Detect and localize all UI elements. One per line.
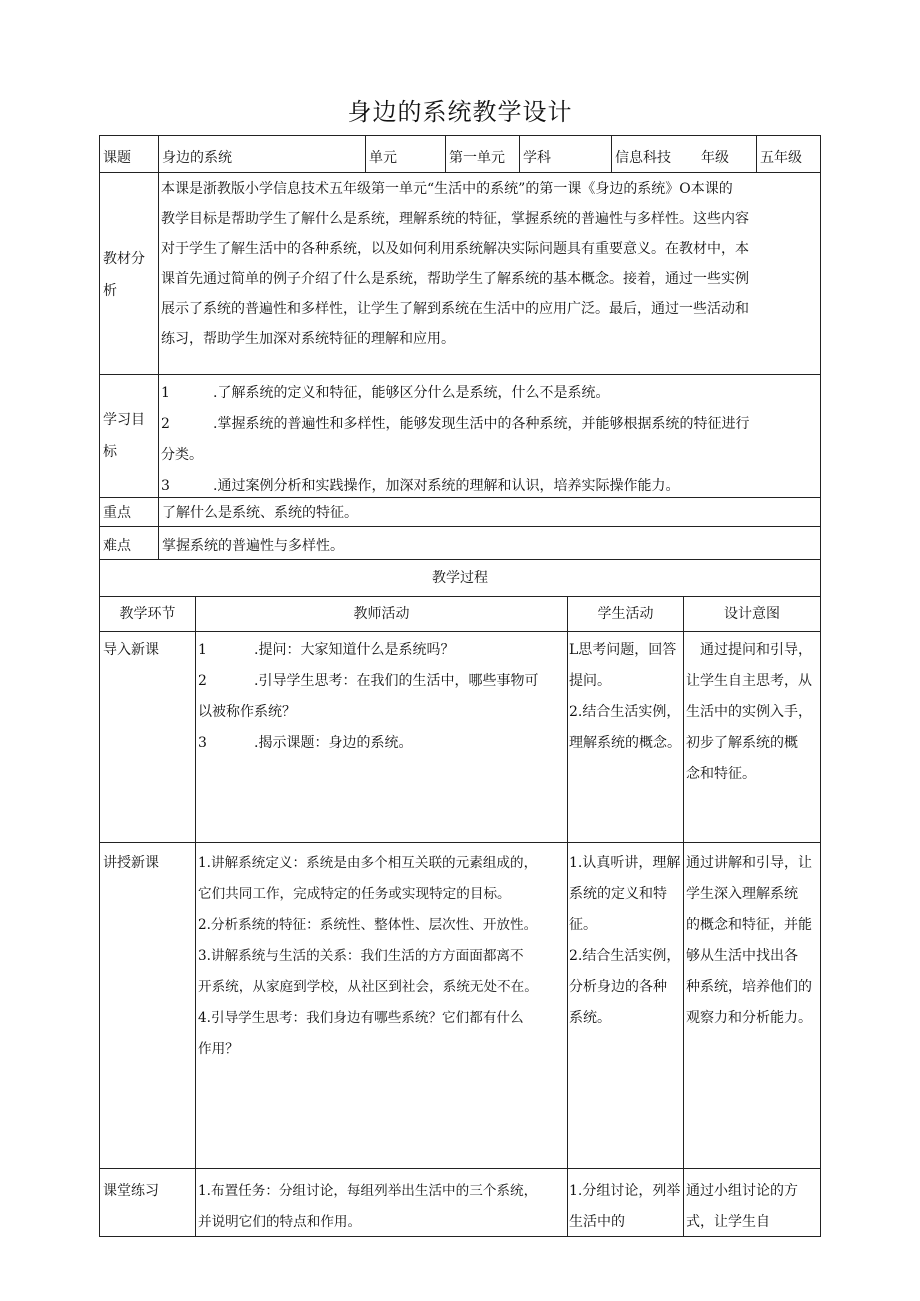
stage-cell: 讲授新课: [99, 842, 195, 1169]
teacher-line: 1.布置任务：分组讨论，每组列举出生活中的三个系统，: [198, 1183, 538, 1199]
intent-line: 初步了解系统的概: [686, 735, 798, 751]
page-title: 身边的系统教学设计: [347, 98, 573, 126]
process-title: 教学过程: [99, 559, 821, 597]
teacher-line: 4.引导学生思考：我们身边有哪些系统？它们都有什么: [198, 1010, 524, 1026]
intent-line: 学生深入理解系统: [686, 886, 798, 902]
difficulty-text: 掌握系统的普遍性与多样性。: [158, 526, 821, 560]
objective-text: .掌握系统的普遍性和多样性，能够发现生活中的各种系统，并能够根据系统的特征进行: [213, 416, 750, 432]
unit-value: 第一单元: [445, 135, 519, 173]
teacher-item: [198, 697, 565, 728]
student-line: 系统。: [569, 1010, 611, 1026]
student-line: 提问。: [569, 673, 611, 689]
teacher-line: 2.分析系统的特征：系统性、整体性、层次性、开放性。: [198, 917, 538, 933]
student-line: 2.结合生活实例，: [569, 704, 681, 720]
student-line: L思考问题，回答: [569, 642, 677, 658]
teacher-text: .引导学生思考：在我们的生活中，哪些事物可: [254, 673, 539, 689]
student-cell: [567, 842, 683, 1169]
student-line: 理解系统的概念。: [569, 735, 681, 751]
teacher-line: 它们共同工作，完成特定的任务或实现特定的目标。: [198, 886, 511, 902]
intent-line: 的概念和特征，并能: [686, 917, 812, 933]
teacher-text: .提问：大家知道什么是系统吗？: [254, 642, 455, 658]
stage-cell: 课堂练习: [99, 1168, 195, 1237]
teacher-item: [198, 728, 565, 759]
objective-item: [161, 378, 818, 409]
intent-line: 通过提问和引导，: [686, 642, 812, 658]
teacher-line: 作用？: [198, 1041, 239, 1057]
teacher-text: .揭示课题：身边的系统。: [254, 735, 413, 751]
subject-label: 学科: [519, 135, 611, 173]
teacher-cell: [195, 1168, 567, 1237]
intent-line: 够从生活中找出各: [686, 948, 798, 964]
student-line: 生活中的: [569, 1214, 625, 1230]
teacher-num: 1: [198, 642, 207, 658]
teacher-item: [198, 666, 565, 697]
grade-value: 五年级: [756, 135, 821, 173]
student-line: 1.认真听讲，理解: [569, 855, 681, 871]
stage-cell: 导入新课: [99, 631, 195, 843]
analysis-label-cell: [99, 172, 158, 375]
teacher-line: 并说明它们的特点和作用。: [198, 1214, 362, 1230]
analysis-label-line1: 教材分: [103, 251, 145, 267]
intent-line: 种系统，培养他们的: [686, 979, 812, 995]
teacher-text: 以被称作系统？: [198, 704, 296, 720]
unit-label: 单元: [365, 135, 445, 173]
analysis-line: 对于学生了解生活中的各种系统，以及如何利用系统解决实际问题具有重要意义。在教材中，本: [161, 241, 749, 257]
course-label: 课题: [99, 135, 158, 173]
analysis-line: 练习，帮助学生加深对系统特征的理解和应用。: [161, 331, 455, 347]
header-intent: 设计意图: [683, 596, 821, 632]
intent-line: 生活中的实例入手，: [686, 704, 812, 720]
grade-label: 年级: [698, 135, 756, 173]
intent-cell: [683, 631, 821, 843]
intent-line: 观察力和分析能力。: [686, 1010, 812, 1026]
course-value: 身边的系统: [158, 135, 365, 173]
teacher-line: 3.讲解系统与生活的关系：我们生活的方方面面都离不: [198, 948, 524, 964]
difficulty-label: 难点: [99, 526, 158, 560]
objectives-label-line2: 标: [103, 444, 117, 460]
student-line: 1.分组讨论，列举: [569, 1183, 681, 1199]
student-cell: [567, 631, 683, 843]
intent-line: 式，让学生自: [686, 1214, 770, 1230]
teacher-cell: [195, 842, 567, 1169]
teacher-line: 1.讲解系统定义：系统是由多个相互关联的元素组成的，: [198, 855, 538, 871]
student-cell: [567, 1168, 683, 1237]
key-point-text: 了解什么是系统、系统的特征。: [158, 497, 821, 527]
teacher-num: 2: [198, 673, 207, 689]
student-line: 系统的定义和特: [569, 886, 667, 902]
teacher-item: [198, 635, 565, 666]
intent-line: 让学生自主思考，从: [686, 673, 812, 689]
objective-num: 2: [161, 416, 170, 432]
objectives-label-cell: [99, 374, 158, 498]
intent-cell: [683, 842, 821, 1169]
analysis-line: 本课是浙教版小学信息技术五年级第一单元“生活中的系统”的第一课《身边的系统》O本课的: [161, 181, 733, 197]
analysis-label-line2: 析: [103, 283, 117, 299]
subject-value: 信息科技: [611, 135, 698, 173]
teacher-line: 开系统，从家庭到学校，从社区到社会，系统无处不在。: [198, 979, 538, 995]
intent-line: 念和特征。: [686, 766, 756, 782]
objectives-text: [158, 374, 821, 498]
analysis-line: 教学目标是帮助学生了解什么是系统，理解系统的特征，掌握系统的普遍性与多样性。这些内容: [161, 211, 749, 227]
objective-text: .通过案例分析和实践操作，加深对系统的理解和认识，培养实际操作能力。: [213, 478, 680, 494]
student-line: 2.结合生活实例，: [569, 948, 681, 964]
key-point-label: 重点: [99, 497, 158, 527]
header-stage: 教学环节: [99, 596, 195, 632]
student-line: 征。: [569, 917, 597, 933]
teacher-num: 3: [198, 735, 207, 751]
teacher-cell: [195, 631, 567, 843]
header-student: 学生活动: [567, 596, 683, 632]
student-line: 分析身边的各种: [569, 979, 667, 995]
objective-item: [161, 440, 818, 471]
intent-line: 通过小组讨论的方: [686, 1183, 798, 1199]
objectives-label-line1: 学习目: [103, 412, 145, 428]
objective-item: [161, 409, 818, 440]
objective-text: 分类。: [161, 447, 203, 463]
analysis-line: 展示了系统的普遍性和多样性，让学生了解到系统在生活中的应用广泛。最后，通过一些活动和: [161, 301, 749, 317]
objective-num: 3: [161, 478, 170, 494]
intent-line: 通过讲解和引导，让: [686, 855, 812, 871]
objective-text: .了解系统的定义和特征，能够区分什么是系统，什么不是系统。: [213, 385, 610, 401]
analysis-text: [158, 172, 821, 375]
intent-cell: [683, 1168, 821, 1237]
header-teacher: 教师活动: [195, 596, 567, 632]
objective-num: 1: [161, 385, 170, 401]
analysis-line: 课首先通过简单的例子介绍了什么是系统，帮助学生了解系统的基本概念。接着，通过一些实例: [161, 271, 749, 287]
